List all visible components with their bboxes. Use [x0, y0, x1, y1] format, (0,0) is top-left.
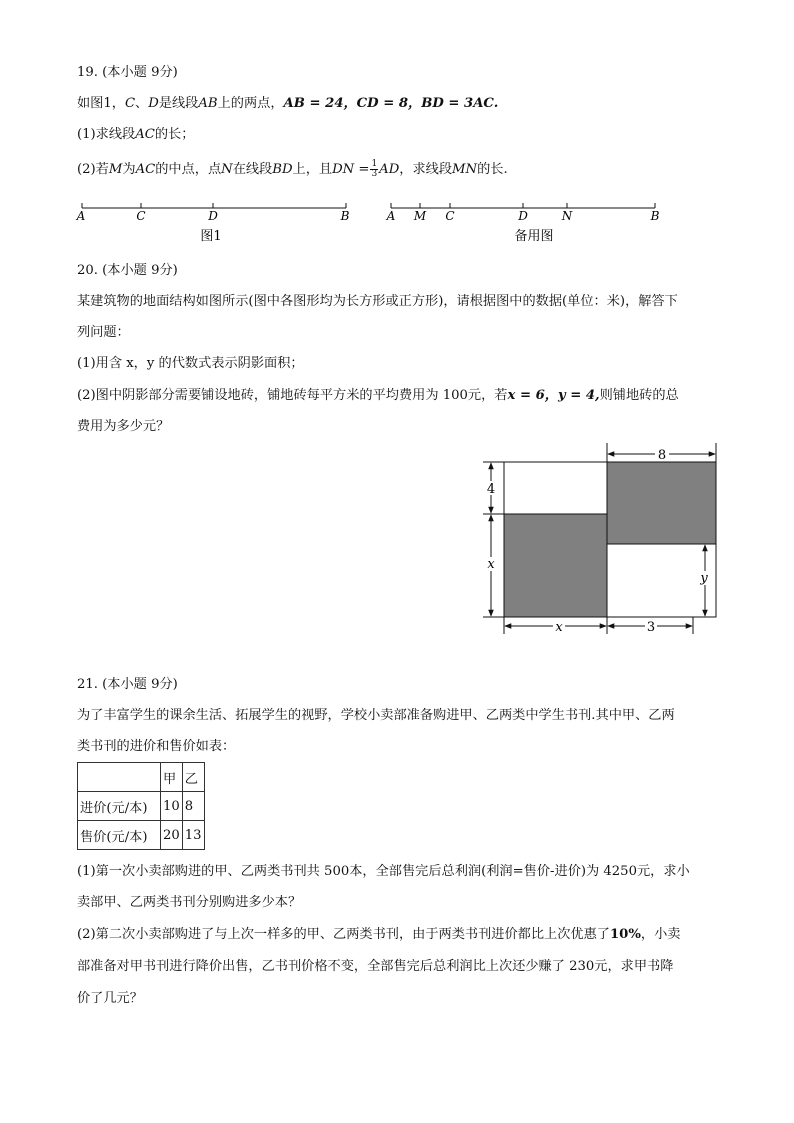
q20-part1: (1)用含 x，y 的代数式表示阴影面积； — [77, 356, 304, 371]
fig2-label-C: C — [445, 209, 455, 223]
table-header-row — [78, 763, 205, 792]
table-cell: 10 — [161, 792, 183, 821]
shaded-square-left — [504, 514, 607, 617]
table-cell: 售价(元/本) — [78, 821, 161, 850]
q21-part1-line1: (1)第一次小卖部购进的甲、乙两类书刊共 500本，全部售完后总利润(利润=售价-进价)为 4250元，求小 — [77, 864, 690, 879]
fig2-label-D: D — [518, 209, 528, 223]
table-row — [78, 792, 205, 821]
q21-part2-line3: 价了几元？ — [77, 991, 143, 1006]
q19-stem: 如图1，C、D是线段AB上的两点，AB = 24，CD = 8，BD = 3AC. — [77, 96, 499, 111]
label-y: y — [700, 571, 708, 586]
q20-stem-line2: 列问题： — [77, 325, 130, 340]
fig1-label-D: D — [208, 209, 218, 223]
q20-part2-line1: (2)图中阴影部分需要铺设地砖，铺地砖每平方米的平均费用为 100元，若x = 6，y = 4,则铺地砖的总 — [77, 388, 679, 403]
one-third-fraction: $\frac{1}{3}$ — [371, 159, 378, 179]
q20-part2-line2: 费用为多少元？ — [77, 419, 170, 434]
shaded-rect-right — [607, 462, 716, 544]
q19-part1: (1)求线段AC的长； — [77, 127, 195, 142]
table-cell: 20 — [161, 821, 183, 850]
fig2-label-N: N — [561, 209, 573, 223]
label-x-left: x — [487, 557, 495, 572]
q21-part2-line2: 部准备对甲书刊进行降价出售，乙书刊价格不变，全部售完后总利润比上次还少赚了 230元，求甲书降 — [77, 959, 674, 974]
q21-part1-line2: 卖部甲、乙两类书刊分别购进多少本？ — [77, 895, 302, 910]
label-x-bottom: x — [555, 620, 563, 635]
label-4: 4 — [486, 482, 496, 497]
fig2-label-M: M — [413, 209, 427, 223]
fig1-caption: 图1 — [200, 229, 222, 244]
q21-stem-line1: 为了丰富学生的课余生活、拓展学生的视野，学校小卖部准备购进甲、乙两类中学生书刊.其中甲、乙两 — [77, 708, 675, 723]
label-3: 3 — [646, 620, 656, 635]
q19-header: 19. (本小题 9分) — [77, 65, 178, 80]
table-cell: 进价(元/本) — [78, 792, 161, 821]
table-header-cell: 乙 — [182, 763, 204, 792]
table-cell: 13 — [182, 821, 204, 850]
label-8: 8 — [657, 448, 667, 463]
table-header-cell: 甲 — [161, 763, 183, 792]
table-header-cell — [78, 763, 161, 792]
q19-part2: (2)若M为AC的中点，点N在线段BD上，且DN = $\frac{1}{3}$ AD，求线段MN的长. — [77, 159, 508, 179]
table-row — [78, 821, 205, 850]
q20-stem-line1: 某建筑物的地面结构如图所示(图中各图形均为长方形或正方形)，请根据图中的数据(单位：米)，解答下 — [77, 294, 678, 309]
table-cell: 8 — [182, 792, 204, 821]
q20-header: 20. (本小题 9分) — [77, 263, 178, 278]
fig1-label-C: C — [136, 209, 146, 223]
price-table — [77, 762, 205, 850]
q21-part2-line1: (2)第二次小卖部购进了与上次一样多的甲、乙两类书刊，由于两类书刊进价都比上次优惠了10%，小卖 — [77, 927, 681, 942]
q21-stem-line2: 类书刊的进价和售价如表： — [77, 739, 236, 754]
fig1-label-A: A — [76, 209, 86, 223]
fig2-label-A: A — [386, 209, 396, 223]
fig2-caption: 备用图 — [514, 229, 554, 244]
fig1-label-B: B — [340, 209, 350, 223]
q21-header: 21. (本小题 9分) — [77, 677, 178, 692]
fig2-label-B: B — [650, 209, 660, 223]
